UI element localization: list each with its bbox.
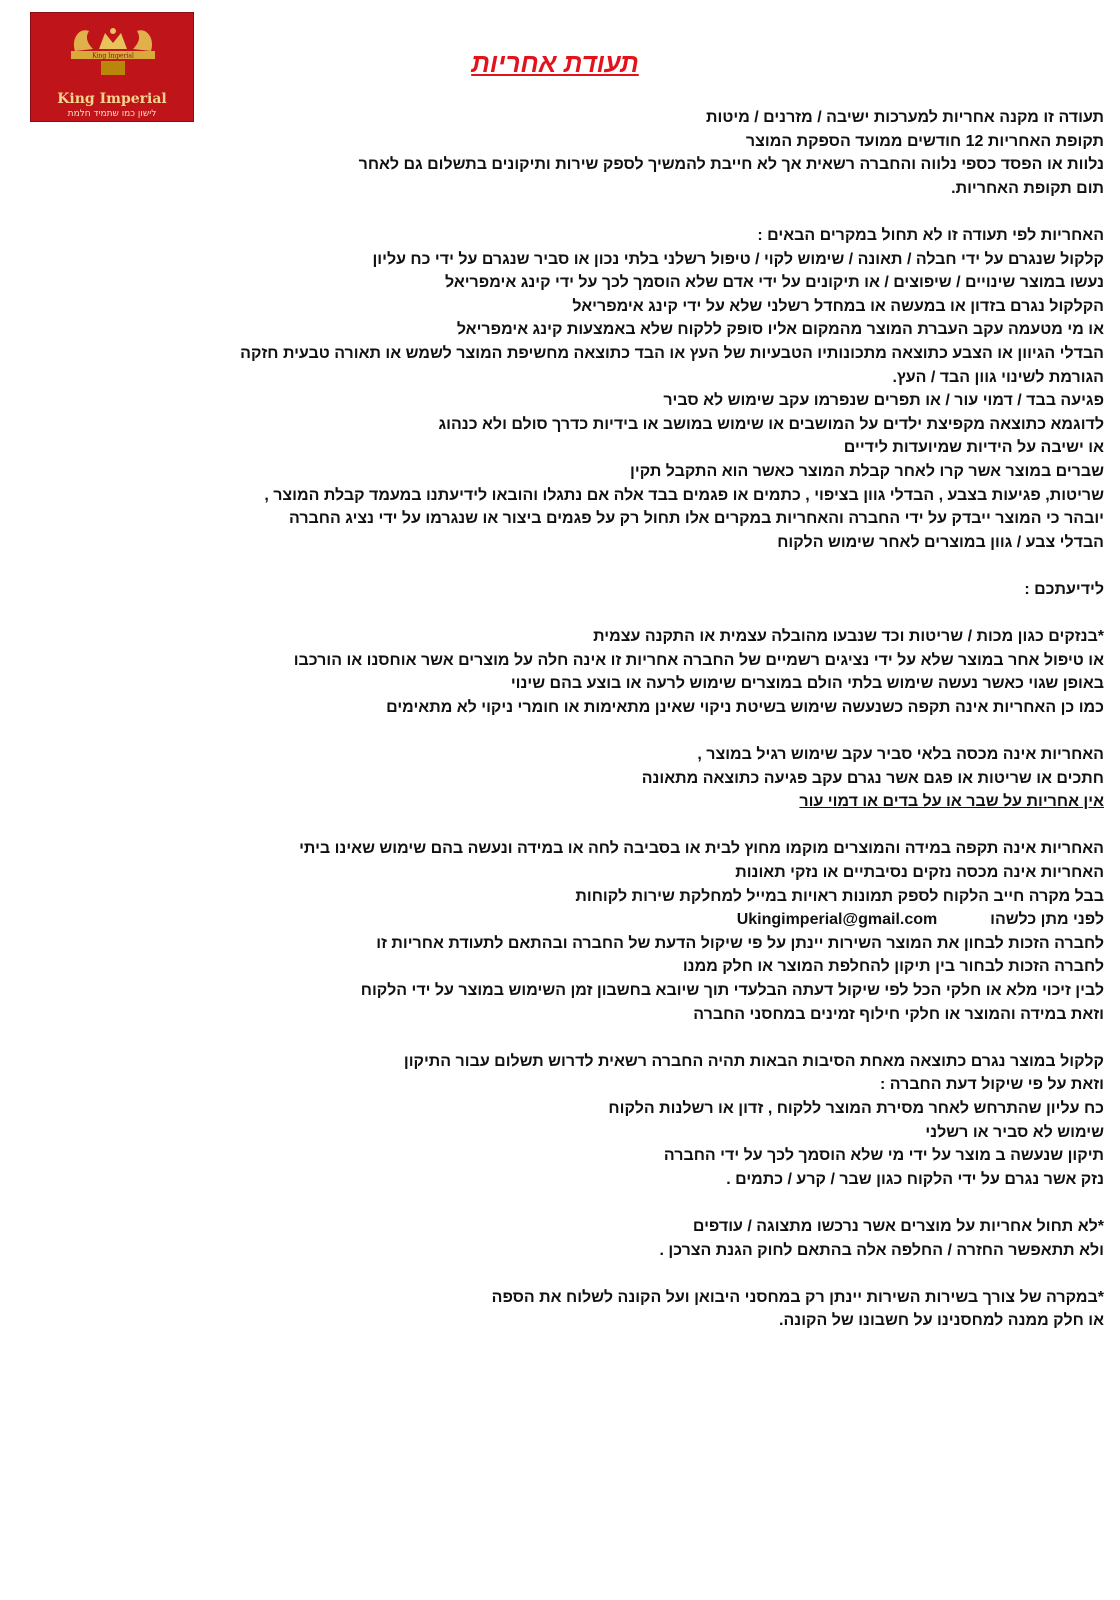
text-line: לחברה הזכות לבחור בין תיקון להחלפת המוצר או חלק ממנו	[682, 958, 1104, 976]
brand-name: King Imperial	[57, 91, 167, 107]
text-line: או מי מטעמה עקב העברת המוצר מהמקום אליו סופק ללקוח שלא באמצעות קינג אימפריאל	[456, 321, 1104, 339]
text-line: הבדלי הגיוון או הצבע כתוצאה מתכונותיו הטבעיות של העץ או הבד כתוצאה מחשיפת המוצר לשמש או תאורה טבעית חזקה	[240, 344, 1104, 362]
text-line: לדוגמא כתוצאה מקפיצת ילדים על המושבים או שימוש במושב או בידיות כדרך סולם ולא כנהוג	[438, 415, 1104, 433]
text-line: האחריות אינה תקפה במידה והמוצרים מוקמו מחוץ לבית או בסביבה לחה או במידה ונעשה בהם שימוש שאינו ביתי	[299, 840, 1104, 858]
text-line: נזק אשר נגרם על ידי הלקוח כגון שבר / קרע / כתמים .	[726, 1170, 1104, 1188]
text-line: קלקול שנגרם על ידי חבלה / תאונה / שימוש לקוי / טיפול רשלני בלתי נכון או סביר שנגרם על ידי כח עליון	[372, 250, 1104, 268]
email-line	[14, 908, 1104, 932]
text-line: וזאת על פי שיקול דעת החברה :	[879, 1076, 1104, 1094]
text-line: או ישיבה על הידיות שמיועדות לידיים	[843, 439, 1104, 457]
text-line: באופן שגוי כאשר נעשה שימוש בלתי הולם במוצרים שימוש לרעה או בוצע בהם שינוי	[510, 675, 1104, 693]
text-line: תום תקופת האחריות.	[951, 179, 1104, 197]
page-title: תעודת אחריות	[471, 48, 639, 78]
text-line: פגיעה בבד / דמוי עור / או תפרים שנפרמו עקב שימוש לא סביר	[663, 392, 1104, 410]
text-line: קלקול במוצר נגרם כתוצאה מאחת הסיבות הבאות תהיה החברה רשאית לדרוש תשלום עבור התיקון	[403, 1052, 1104, 1070]
text-line: חתכים או שריטות או פגם אשר נגרם עקב פגיעה כתוצאה מתאונה	[641, 769, 1104, 787]
underlined-notice: אין אחריות על שבר או על בדים או דמוי עור	[799, 793, 1104, 811]
text-line: נעשו במוצר שינויים / שיפוצים / או תיקונים על ידי אדם שלא הוסמך לכך על ידי קינג אימפריאל	[444, 274, 1104, 292]
text-line: שימוש לא סביר או רשלני	[925, 1123, 1104, 1141]
brand-slogan: לישון כמו שתמיד חלמת	[67, 109, 157, 119]
text-line: כח עליון שהתרחש לאחר מסירת המוצר ללקוח , זדון או רשלנות הלקוח	[608, 1099, 1104, 1117]
text-line: האחריות אינה מכסה נזקים נסיבתיים או נזקי תאונות	[735, 864, 1104, 881]
text-line: שריטות, פגיעות בצבע , הבדלי גוון בציפוי , כתמים או פגמים בבד אלה אם נתגלו והובאו לידיעתנו במעמד קבלת המוצר ,	[264, 486, 1104, 504]
text-line: בבל מקרה חייב הלקוח לספק תמונות ראויות במייל למחלקת שירות לקוחות	[575, 887, 1104, 905]
text-line: ולא תתאפשר החזרה / החלפה אלה בהתאם לחוק הגנת הצרכן .	[659, 1241, 1104, 1259]
text-line: תקופת האחריות 12 חודשים ממועד הספקת המוצר	[745, 132, 1104, 150]
email-prefix: לפני מתן כלשהו	[990, 911, 1104, 929]
text-line: לחברה הזכות לבחון את המוצר השירות יינתן על פי שיקול הדעת של החברה ובהתאם לתעודת אחריות זו	[376, 934, 1104, 952]
text-line: הגורמת לשינוי גוון הבד / העץ.	[892, 368, 1104, 386]
text-line: נלוות או הפסד כספי נלווה והחברה רשאית אך לא חייבת להמשיך לספק שירות ותיקונים בתשלום גם לאחר	[358, 156, 1104, 174]
text-line: יובהר כי המוצר ייבדק על ידי החברה והאחריות במקרים אלו תחול רק על פגמים ביצור או שנגרמו על ידי נציג החברה	[289, 510, 1104, 528]
text-line: *בנזקים כגון מכות / שריטות וכד שנבעו מהובלה עצמית או התקנה עצמית	[593, 628, 1104, 646]
text-line: האחריות אינה מכסה בלאי סביר עקב שימוש רגיל במוצר ,	[697, 746, 1104, 764]
text-line: כמו כן האחריות אינה תקפה כשנעשה שימוש בשיטת ניקוי שאינן מתאימות או חומרי ניקוי לא מתאימים	[386, 698, 1104, 716]
text-line: לבין זיכוי מלא או חלקי הכל לפי שיקול דעתה הבלעדי תוך שיובא בחשבון זמן השימוש במוצר על ידי הלקוח	[360, 981, 1104, 999]
support-email-link[interactable]: Ukingimperial@gmail.com	[736, 911, 938, 929]
text-line: *לא תחול אחריות על מוצרים אשר נרכשו מתצוגה / עודפים	[692, 1217, 1104, 1235]
text-line: תיקון שנעשה ב מוצר על ידי מי שלא הוסמך לכך על ידי החברה	[663, 1147, 1104, 1165]
text-line: שברים במוצר אשר קרו לאחר קבלת המוצר כאשר הוא התקבל תקין	[630, 462, 1104, 480]
text-line: הקלקול נגרם בזדון או במעשה או במחדל רשלני שלא על ידי קינג אימפריאל	[572, 297, 1104, 315]
crest-text: King Imperial	[92, 52, 134, 60]
text-line: *במקרה של צורך בשירות השירות יינתן רק במחסני היבואן ועל הקונה לשלוח את הספה	[491, 1288, 1104, 1306]
text-line: או חלק ממנה למחסנינו על חשבונו של הקונה.	[779, 1312, 1104, 1330]
text-line: או טיפול אחר במוצר שלא על ידי נציגים רשמיים של החברה אחריות זו אינה חלה על מוצרים אשר אוחסנו או הורכבו	[293, 651, 1104, 669]
text-line: האחריות לפי תעודה זו לא תחול במקרים הבאים :	[757, 226, 1104, 244]
text-line: וזאת במידה והמוצר או חלקי חילוף זמינים במחסני החברה	[693, 1005, 1104, 1023]
warranty-text	[14, 106, 1104, 1333]
text-line: תעודה זו מקנה אחריות למערכות ישיבה / מזרנים / מיטות	[706, 109, 1104, 126]
section-heading: לידיעתכם :	[1024, 580, 1104, 598]
text-line: הבדלי צבע / גוון במוצרים לאחר שימוש הלקוח	[777, 533, 1104, 551]
